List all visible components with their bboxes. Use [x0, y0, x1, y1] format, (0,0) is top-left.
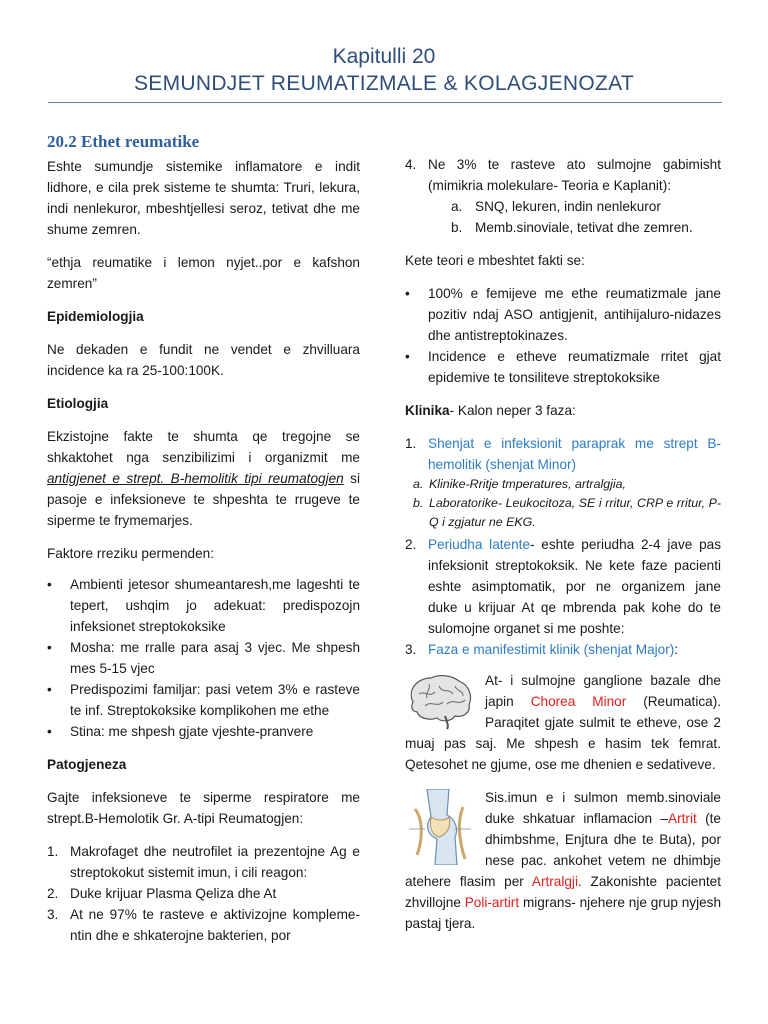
etiology-underlined: antigjenet e strept. B-hemolitik tipi reumatogjen [47, 471, 344, 486]
knee-icon [405, 789, 475, 865]
knee-text-b: (te dhimbshme, Enjtura dhe te Buta), por nese pac. ankohet vetem ne dhimbje atehere flasim per [405, 811, 721, 889]
phase-3-title: Faza e manifestimit klinik (shenjat Major) [428, 642, 675, 657]
epidemiology-heading: Epidemiologjia [47, 309, 144, 324]
brain-text-a: At- i sulmojne ganglione bazale dhe japin [485, 673, 721, 709]
item-number: 3. [405, 642, 417, 657]
phase-item [405, 433, 721, 475]
brain-text-b: (Reumatica). Paraqitet gjate sulmit te etheve, ose 2 muaj pas saj. Me shpesh e hasim tek femrat. Qetesohet ne gjume, ose me dhenien e sedativeve. [405, 694, 722, 772]
knee-text-a: Sis.imun e i sulmon memb.sinoviale duke shkatuar inflamacion – [485, 790, 721, 826]
phase-2-title: Periudha latente [428, 537, 530, 552]
phase-list [405, 433, 721, 660]
list-item: • Incidence e etheve reumatizmale rritet gjat epidemive te tonsiliteve streptokoksike [405, 346, 721, 388]
sub-list-item [405, 494, 721, 532]
etiology-text-a: Ekzistojne fakte te shumta qe tregojne se shkaktohet nga senzibilizimi i organizmit me [47, 429, 360, 465]
risk-list [47, 574, 360, 742]
left-column [47, 130, 360, 958]
list-item [47, 904, 360, 946]
item-text: Klinike-Rritje tmperatures, artralgjia, [429, 477, 626, 491]
item-text: Ne 3% te rasteve ato sulmojne gabimisht (mimikria molekulare- Teoria e Kaplanit): [428, 157, 721, 193]
phase-1-title: Shenjat e infeksionit paraprak me strept B-hemolitik (shenjat Minor) [428, 436, 721, 472]
item-text: Memb.sinoviale, tetivat dhe zemren. [475, 220, 693, 235]
knee-paragraph [405, 787, 721, 934]
brain-paragraph [405, 670, 721, 775]
right-column [405, 154, 721, 946]
phase-3-colon: : [674, 642, 679, 657]
item-letter: b. [451, 220, 463, 235]
chorea-minor: Chorea Minor [530, 694, 627, 709]
phase-item [405, 534, 721, 639]
phase-item [405, 639, 721, 660]
item-letter: a. [413, 477, 424, 491]
list-item: • Mosha: me rralle para asaj 3 vjec. Me shpesh mes 5-15 vjec [47, 637, 360, 679]
list-item: • 100% e femijeve me ethe reumatizmale jane pozitiv ndaj ASO antigjenit, antihijaluro-nidazes dhe antistreptokinazes. [405, 283, 721, 346]
brain-icon [405, 672, 475, 730]
pathogenesis-text: Gajte infeksioneve te siperme respiratore me strept.B-Hemolotik Gr. A-tipi Reumatogjen: [47, 790, 360, 826]
list-item: • Ambienti jetesor shumeantaresh,me lageshti te tepert, ushqim jo adekuat: predispozojn infeksionet streptokoksike [47, 574, 360, 637]
arthritis-term: Artrit [668, 811, 697, 826]
etiology-text-b: si pasoje e infeksioneve te shpeshta te rrugeve te siperme te frymemarjes. [47, 471, 360, 528]
epidemiology-text: Ne dekaden e fundit ne vendet e zhvilluara incidence ka ra 25-100:100K. [47, 342, 360, 378]
item-number: 4. [405, 157, 417, 172]
intro-paragraph: Eshte sumundje sistemike inflamatore e indit lidhore, e cila prek sisteme te shumta: Truri, lekura, indi nenlekuror, mbeshtjellesi seroz, tetivat dhe me shume zemren. [47, 159, 360, 237]
item-number: 3. [47, 907, 59, 922]
etiology-heading: Etiologjia [47, 396, 109, 411]
clinical-text: - Kalon neper 3 faza: [449, 403, 576, 418]
pathogenesis-heading: Patogjeneza [47, 757, 127, 772]
pathogenesis-list-continued [405, 154, 721, 238]
list-item [47, 883, 360, 904]
header-divider [48, 102, 722, 103]
facts-list [405, 283, 721, 388]
item-text: At ne 97% te rasteve e aktivizojne kompleme-ntin dhe e shkaterojne bakterien, por [70, 907, 360, 943]
section-title: 20.2 Ethet reumatike [47, 132, 200, 151]
item-letter: a. [451, 199, 463, 214]
page-header [40, 44, 728, 97]
chapter-title: SEMUNDJET REUMATIZMALE & KOLAGJENOZAT [134, 72, 634, 95]
facts-intro: Kete teori e mbeshtet fakti se: [405, 253, 585, 268]
list-item: • Predispozimi familjar: pasi vetem 3% e rasteve te inf. Streptokoksike komplikohen me ethe [47, 679, 360, 721]
sub-list-item [405, 475, 721, 494]
item-number: 1. [405, 436, 417, 451]
item-text: Duke krijuar Plasma Qeliza dhe At [70, 886, 277, 901]
sub-list-item [405, 196, 721, 217]
item-letter: b. [413, 496, 424, 510]
list-item [47, 841, 360, 883]
sub-list-item [405, 217, 721, 238]
item-number: 2. [47, 886, 59, 901]
list-item [405, 154, 721, 196]
item-text: Makrofaget dhe neutrofilet ia prezentojne Ag e streptokokut sistemit imun, i cili reagon: [70, 844, 360, 880]
clinical-intro [405, 400, 721, 421]
clinical-label: Klinika [405, 403, 450, 418]
knee-text-c: . Zakonishte pacientet zhvillojne [405, 874, 721, 910]
item-number: 1. [47, 844, 59, 859]
item-number: 2. [405, 537, 417, 552]
pathogenesis-list [47, 841, 360, 946]
knee-text-d: migrans- njehere nje grup nyjesh pastaj tjera. [405, 895, 722, 931]
list-item: • Stina: me shpesh gjate vjeshte-pranvere [47, 721, 360, 742]
item-text: Laboratorike- Leukocitoza, SE i rritur, CRP e rritur, P-Q i zgjatur ne EKG. [429, 496, 721, 529]
arthralgia-term: Artralgji [531, 874, 578, 889]
quote-paragraph: “ethja reumatike i lemon nyjet..por e kafshon zemren” [47, 255, 360, 291]
item-text: SNQ, lekuren, indin nenlekuror [475, 199, 661, 214]
risk-intro: Faktore rreziku permenden: [47, 546, 214, 561]
etiology-text [47, 426, 360, 531]
polyarthritis-term: Poli-artirt [464, 895, 520, 910]
chapter-number: Kapitulli 20 [332, 45, 436, 68]
phase-2-text: - eshte periudha 2-4 jave pas infeksionit streptokoksik. Ne kete faze pacienti eshte asimptomatik, por ne organizem jane duke u krijuar At qe mbrenda pak kohe do te sulomojne organet si me poshte: [428, 537, 721, 636]
